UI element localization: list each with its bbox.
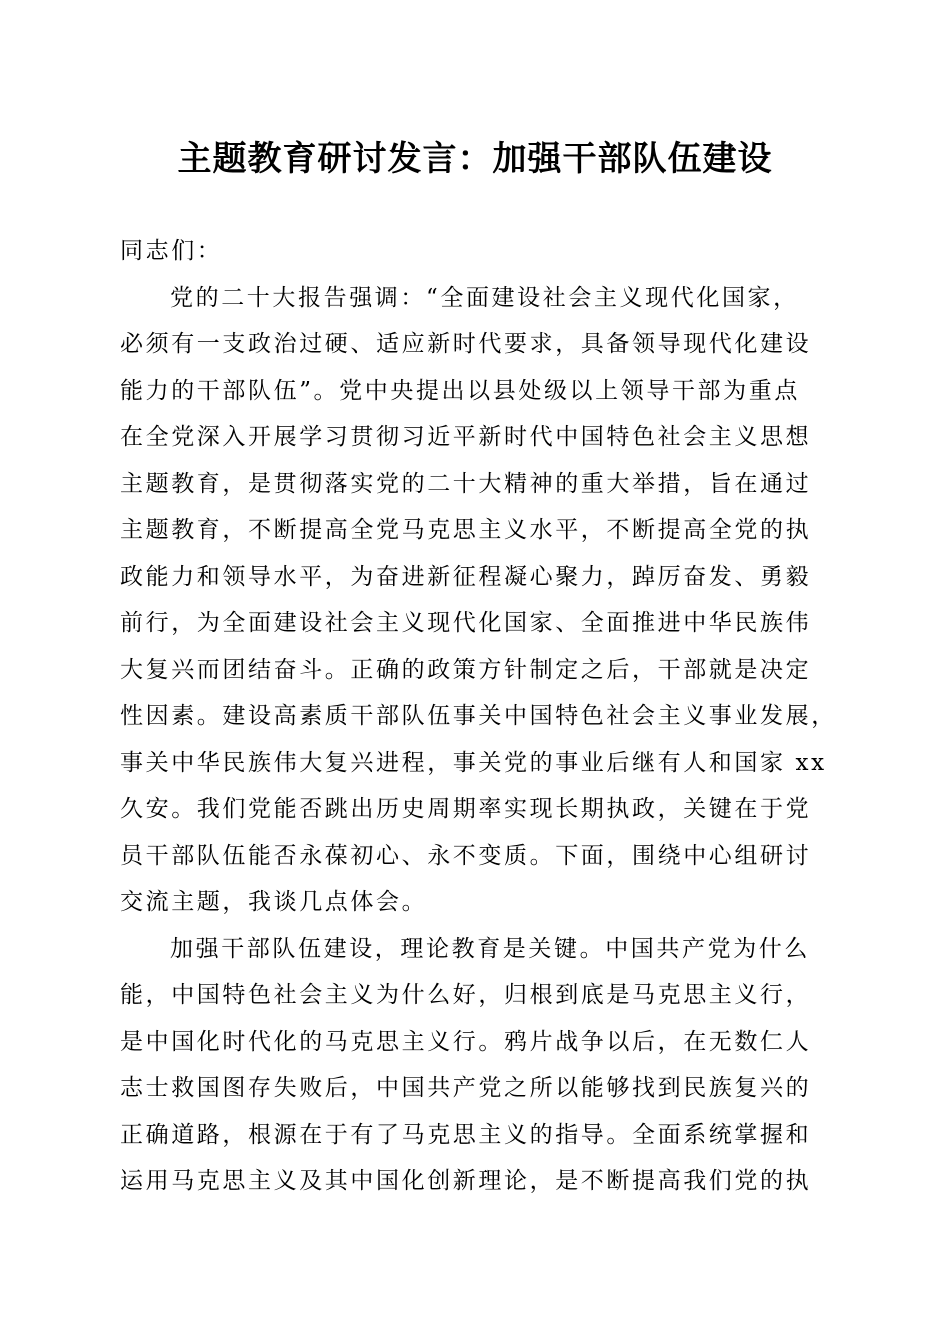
paragraph-1 bbox=[120, 275, 837, 926]
text-line: 政能力和领导水平，为奋进新征程凝心聚力，踔厉奋发、勇毅 bbox=[120, 563, 812, 590]
text-line: 前行，为全面建设社会主义现代化国家、全面推进中华民族伟 bbox=[120, 610, 812, 636]
text-line: 员干部队伍能否永葆初心、永不变质。下面，围绕中心组研讨 bbox=[120, 842, 812, 869]
text-line: 运用马克思主义及其中国化创新理论，是不断提高我们党的执 bbox=[120, 1168, 812, 1194]
text-line: 志士救国图存失败后，中国共产党之所以能够找到民族复兴的 bbox=[120, 1075, 812, 1101]
paragraph-2 bbox=[120, 926, 830, 1205]
text-line: 能力的干部队伍”。党中央提出以县处级以上领导干部为重点 bbox=[120, 377, 800, 404]
text-line: 主题教育，是贯彻落实党的二十大精神的重大举措，旨在通过 bbox=[120, 470, 812, 497]
text-line: 交流主题，我谈几点体会。 bbox=[120, 889, 428, 915]
text-line: 性因素。建设高素质干部队伍事关中国特色社会主义事业发展， bbox=[120, 703, 837, 729]
text-line: 主题教育，不断提高全党马克思主义水平，不断提高全党的执 bbox=[120, 517, 812, 543]
text-line: 能，中国特色社会主义为什么好，归根到底是马克思主义行， bbox=[120, 982, 812, 1008]
text-line: 加强干部队伍建设，理论教育是关键。中国共产党为什么 bbox=[170, 935, 810, 962]
text-line: 在全党深入开展学习贯彻习近平新时代中国特色社会主义思想 bbox=[120, 424, 812, 450]
document-title: 主题教育研讨发言：加强干部队伍建设 bbox=[177, 139, 773, 179]
text-line: 大复兴而团结奋斗。正确的政策方针制定之后，干部就是决定 bbox=[120, 656, 812, 683]
text-line: 是中国化时代化的马克思主义行。鸦片战争以后，在无数仁人 bbox=[120, 1028, 812, 1055]
text-line: 正确道路，根源在于有了马克思主义的指导。全面系统掌握和 bbox=[120, 1121, 812, 1148]
document-body bbox=[120, 228, 837, 1205]
text-line: 党的二十大报告强调：“全面建设社会主义现代化国家， bbox=[170, 284, 799, 311]
text-line: 久安。我们党能否跳出历史周期率实现长期执政，关键在于党 bbox=[120, 796, 812, 822]
text-line: 事关中华民族伟大复兴进程，事关党的事业后继有人和国家 xx bbox=[120, 749, 827, 776]
text-line: 必须有一支政治过硬、适应新时代要求，具备领导现代化建设 bbox=[120, 331, 812, 357]
salutation: 同志们： bbox=[120, 238, 223, 264]
